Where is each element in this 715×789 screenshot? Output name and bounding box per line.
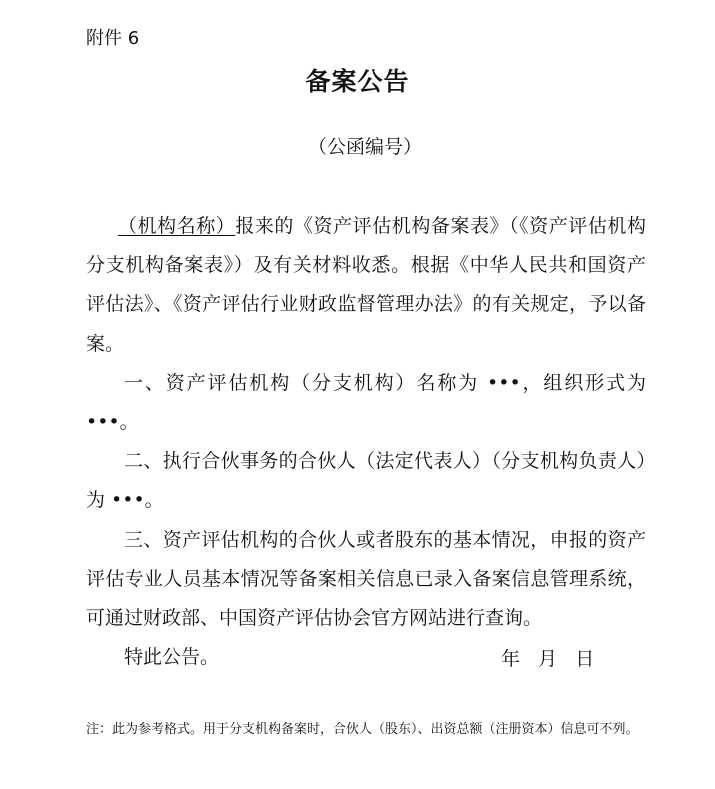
paragraph-item-3: 三、资产评估机构的合伙人或者股东的基本情况，申报的资产评估专业人员基本情况等备案相关信息已录入备案信息管理系统，可通过财政部、中国资产评估协会官方网站进行查询。 [86,528,646,630]
footnote: 注：此为参考格式。用于分支机构备案时，合伙人（股东）、出资总额（注册资本）信息可不列。 [86,722,639,737]
document-number: （公函编号） [307,136,422,158]
paragraph-closing: 特此公告。 [124,646,220,669]
paragraph-intro-text: 报来的《资产评估机构备案表》（《资产评估机构分支机构备案表》）及有关材料收悉。根据《中华人民共和国资产评估法》、《资产评估行业财政监督管理办法》的有关规定，予以备案。 [86,215,646,355]
annex-label: 附件 6 [86,28,140,49]
date-line: 年 月 日 [501,648,595,670]
paragraph-item-1: 一、资产评估机构（分支机构）名称为 •••，组织形式为 •••。 [86,371,646,434]
paragraph-item-2: 二、执行合伙事务的合伙人（法定代表人）（分支机构负责人）为 •••。 [86,450,646,512]
announcement-body [86,207,646,677]
paragraph-intro [86,207,646,364]
org-name-placeholder: （机构名称） [118,215,236,237]
page-title: 备案公告 [305,67,410,96]
